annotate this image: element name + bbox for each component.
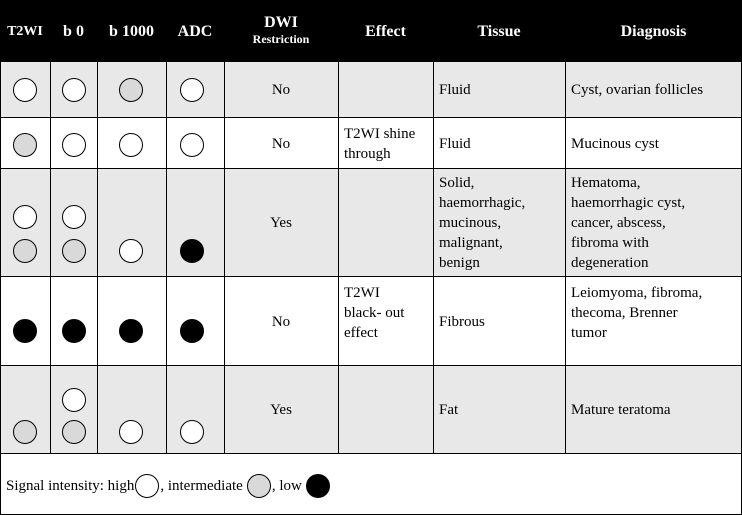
- b0-low-signal-circle: [62, 319, 86, 343]
- tissue-cell-line: malignant,: [439, 235, 503, 251]
- t2wi-intermediate-signal-circle: [13, 420, 37, 444]
- diagnosis-cell-line: degeneration: [571, 255, 649, 271]
- dwi-restriction-value: No: [271, 135, 291, 152]
- b0-intermediate-signal-circle: [62, 239, 86, 263]
- header-t2wi: T2WI: [7, 23, 43, 39]
- legend-prefix: Signal intensity: high: [6, 477, 135, 494]
- diagnosis-cell: [565, 62, 740, 118]
- effect-cell: [338, 169, 431, 277]
- tissue-cell: [433, 277, 563, 366]
- column-divider: [97, 62, 98, 454]
- t2wi-intermediate-signal-circle: [13, 133, 37, 157]
- column-divider: [166, 62, 167, 454]
- diagnosis-cell-line: Leiomyoma, fibroma,: [571, 285, 703, 301]
- row-divider: [0, 453, 742, 454]
- dwi-restriction-value: Yes: [270, 215, 292, 231]
- tissue-cell-line: Solid,: [439, 175, 475, 191]
- tissue-cell-line: benign: [439, 255, 480, 271]
- diagnosis-cell-line: tumor: [571, 325, 607, 341]
- t2wi-high-signal-circle: [13, 78, 37, 102]
- diagnosis-cell: [565, 173, 740, 273]
- effect-cell-line: T2WI shine: [344, 126, 416, 142]
- header-b1000: b 1000: [109, 22, 154, 40]
- diagnosis-cell-line: haemorrhagic cyst,: [571, 195, 686, 211]
- legend-low-circle: [306, 474, 330, 498]
- header-dwi-restriction: [224, 0, 338, 62]
- diagnosis-cell-line: Cyst, ovarian follicles: [571, 82, 704, 98]
- diagnosis-cell-line: cancer, abscess,: [571, 215, 666, 231]
- header-diagnosis: Diagnosis: [620, 22, 687, 40]
- tissue-cell-line: mucinous,: [439, 215, 502, 231]
- adc-low-signal-circle: [180, 319, 204, 343]
- legend: [6, 468, 331, 504]
- dwi-restriction-value: Yes: [270, 402, 292, 418]
- tissue-cell: [433, 366, 563, 454]
- adc-low-signal-circle: [180, 239, 204, 263]
- effect-cell-line: through: [344, 146, 391, 162]
- legend-low-label: , low: [271, 477, 302, 494]
- tissue-cell-line: Fluid: [439, 82, 471, 98]
- column-divider: [433, 62, 434, 454]
- header-tissue: Tissue: [477, 22, 521, 40]
- tissue-cell: [433, 173, 563, 273]
- b1000-high-signal-circle: [119, 239, 143, 263]
- diagnosis-cell: [565, 277, 740, 372]
- dwi-restriction-value: No: [271, 82, 291, 98]
- b1000-low-signal-circle: [119, 319, 143, 343]
- effect-cell: [338, 366, 431, 454]
- effect-cell: [338, 62, 431, 118]
- t2wi-high-signal-circle: [13, 205, 37, 229]
- header-dwi-line1: DWI: [264, 14, 298, 31]
- dwi-restriction-value: No: [271, 313, 291, 330]
- effect-cell-line: T2WI: [344, 285, 380, 301]
- t2wi-intermediate-signal-circle: [13, 239, 37, 263]
- diagnosis-cell: [565, 366, 740, 454]
- tissue-cell-line: Fat: [439, 402, 459, 418]
- t2wi-low-signal-circle: [13, 319, 37, 343]
- b0-high-signal-circle: [62, 133, 86, 157]
- diagnosis-cell-line: thecoma, Brenner: [571, 305, 678, 321]
- header-b0: b 0: [63, 22, 84, 40]
- b1000-intermediate-signal-circle: [119, 78, 143, 102]
- table-border: [0, 62, 1, 515]
- column-divider: [338, 62, 339, 454]
- effect-cell: [338, 118, 431, 175]
- diagnosis-cell: [565, 118, 740, 169]
- b1000-high-signal-circle: [119, 133, 143, 157]
- diagnosis-cell-line: Mucinous cyst: [571, 135, 659, 152]
- b0-high-signal-circle: [62, 388, 86, 412]
- b0-high-signal-circle: [62, 205, 86, 229]
- header-dwi-line2: Restriction: [252, 32, 310, 46]
- diagnosis-cell-line: Mature teratoma: [571, 402, 671, 418]
- tissue-cell: [433, 62, 563, 118]
- tissue-cell-line: haemorrhagic,: [439, 195, 526, 211]
- adc-high-signal-circle: [180, 133, 204, 157]
- tissue-cell-line: Fluid: [439, 135, 471, 152]
- legend-high-circle: [135, 474, 159, 498]
- column-divider: [50, 62, 51, 454]
- header-adc: ADC: [177, 22, 213, 40]
- effect-cell-line: effect: [344, 325, 378, 341]
- column-divider: [224, 62, 225, 454]
- b0-intermediate-signal-circle: [62, 420, 86, 444]
- header-effect: Effect: [365, 22, 406, 40]
- effect-cell: [338, 277, 431, 372]
- tissue-cell: [433, 118, 563, 169]
- diagnosis-cell-line: Hematoma,: [571, 175, 641, 191]
- legend-intermediate-circle: [247, 474, 271, 498]
- diagnosis-cell-line: fibroma with: [571, 235, 649, 251]
- effect-cell-line: black- out: [344, 305, 405, 321]
- tissue-cell-line: Fibrous: [439, 313, 485, 330]
- column-divider: [565, 62, 566, 454]
- b0-high-signal-circle: [62, 78, 86, 102]
- legend-intermediate-label: , intermediate: [160, 477, 243, 494]
- b1000-high-signal-circle: [119, 420, 143, 444]
- table-header: [0, 0, 742, 62]
- adc-high-signal-circle: [180, 78, 204, 102]
- adc-high-signal-circle: [180, 420, 204, 444]
